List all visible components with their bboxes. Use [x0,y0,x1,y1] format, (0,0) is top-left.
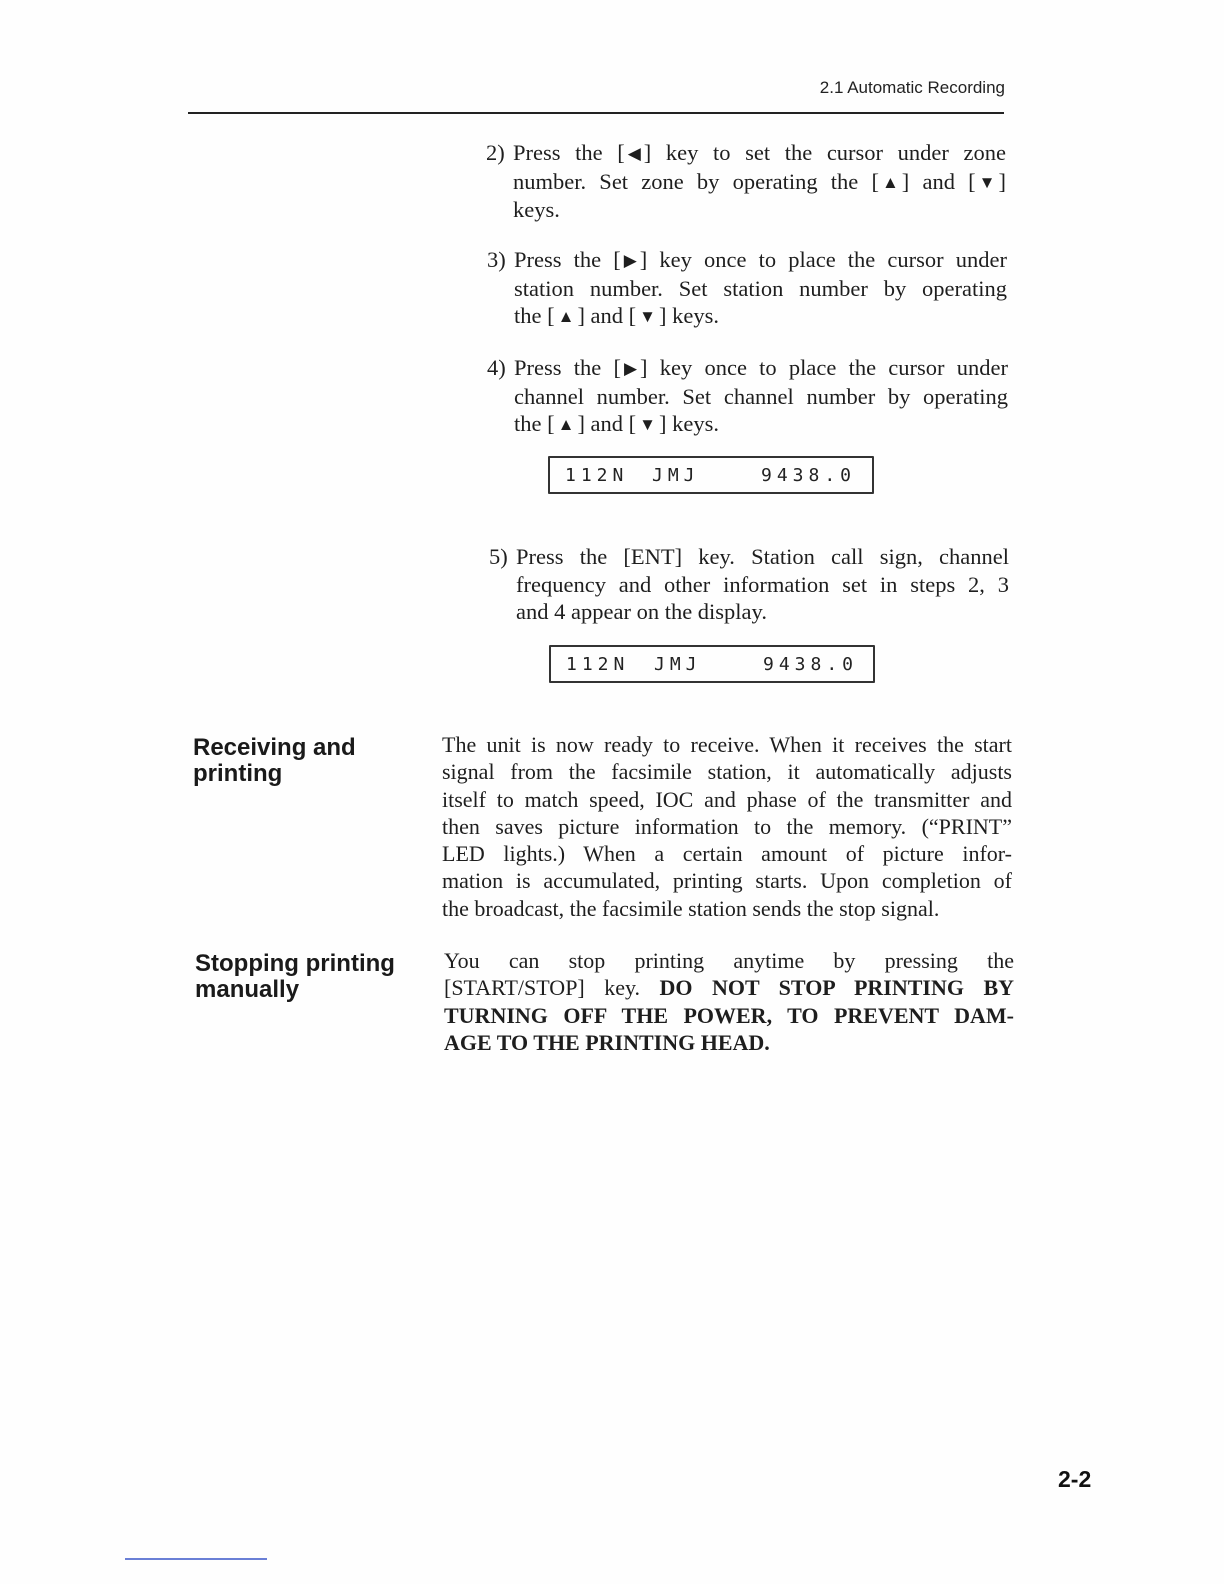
step-line: and 4 appear on the display. [516,599,767,624]
section-body-receiving [442,731,1012,922]
step-number: 3) [487,247,506,272]
body-line: signal from the facsimile station, it automatically adjusts [442,759,1012,785]
display-zone-station: 112N [566,654,630,675]
lcd-display [548,456,874,494]
warning-text: DO NOT STOP PRINTING BY [659,975,1014,1001]
down-arrow-icon: ▼ [978,172,996,192]
display-call-sign: JMJ [654,654,702,675]
body-line: LED lights.) When a certain amount of picture infor- [442,841,1012,867]
warning-text: TURNING OFF THE POWER, TO PREVENT DAM- [444,1002,1014,1028]
running-header: 2.1 Automatic Recording [819,78,1005,97]
body-line: [START/STOP] key. DO NOT STOP PRINTING BY [444,975,1014,1001]
section-body-stopping [444,947,1014,1056]
section-heading-receiving: Receiving and printing [193,734,356,787]
step-number: 2) [486,140,505,165]
page-number: 2-2 [1058,1466,1092,1492]
step-line: frequency and other information set in steps 2, 3 [516,571,1009,597]
header-rule [188,112,1004,114]
step-line: number. Set zone by operating the [ ▲ ] and [ ▼ ] [513,168,1006,197]
body-line: The unit is now ready to receive. When it receives the start [442,732,1012,757]
section-heading-stopping: Stopping printing manually [195,950,395,1003]
up-arrow-icon: ▲ [881,172,899,192]
step-line: keys. [513,197,560,222]
up-arrow-icon: ▲ [557,415,575,434]
display-call-sign: JMJ [652,465,700,486]
step-line: station number. Set station number by operating [514,275,1007,301]
warning-text: AGE TO THE PRINTING HEAD. [444,1029,770,1055]
step-line: channel number. Set channel number by operating [514,383,1008,409]
body-line [444,1029,1014,1056]
display-zone-station: 112N [565,465,629,486]
step-line: Press the [ ▶ ] key once to place the cursor under [514,354,1008,383]
step-line: the [ ▲ ] and [ ▼ ] keys. [514,410,1008,439]
down-arrow-icon: ▼ [639,307,656,326]
display-frequency: 9438.0 [763,654,859,675]
left-arrow-icon: ◀ [627,144,641,163]
display-frequency: 9438.0 [761,465,857,486]
down-arrow-icon: ▼ [639,415,656,434]
step-line: Press the [ENT] key. Station call sign, channel [516,544,1009,569]
body-line: itself to match speed, IOC and phase of the transmitter and [442,786,1012,812]
step-line: Press the [ ◀ ] key to set the cursor under zone [513,139,1006,168]
step-line: Press the [ ▶ ] key once to place the cursor under [514,246,1007,275]
step-line: the [ ▲ ] and [ ▼ ] keys. [514,302,1007,331]
step-number: 5) [489,544,508,569]
right-arrow-icon: ▶ [623,251,637,270]
footer-mark [125,1558,267,1560]
body-line: the broadcast, the facsimile station sends the stop signal. [442,895,940,921]
up-arrow-icon: ▲ [557,307,575,326]
right-arrow-icon: ▶ [623,359,638,378]
body-line [444,1002,1014,1029]
body-line: mation is accumulated, printing starts. Upon completion of [442,868,1012,894]
lcd-display [549,645,875,683]
step-number: 4) [487,355,506,380]
body-line: then saves picture information to the memory. (“PRINT” [442,813,1012,839]
body-line: You can stop printing anytime by pressing the [444,948,1014,973]
